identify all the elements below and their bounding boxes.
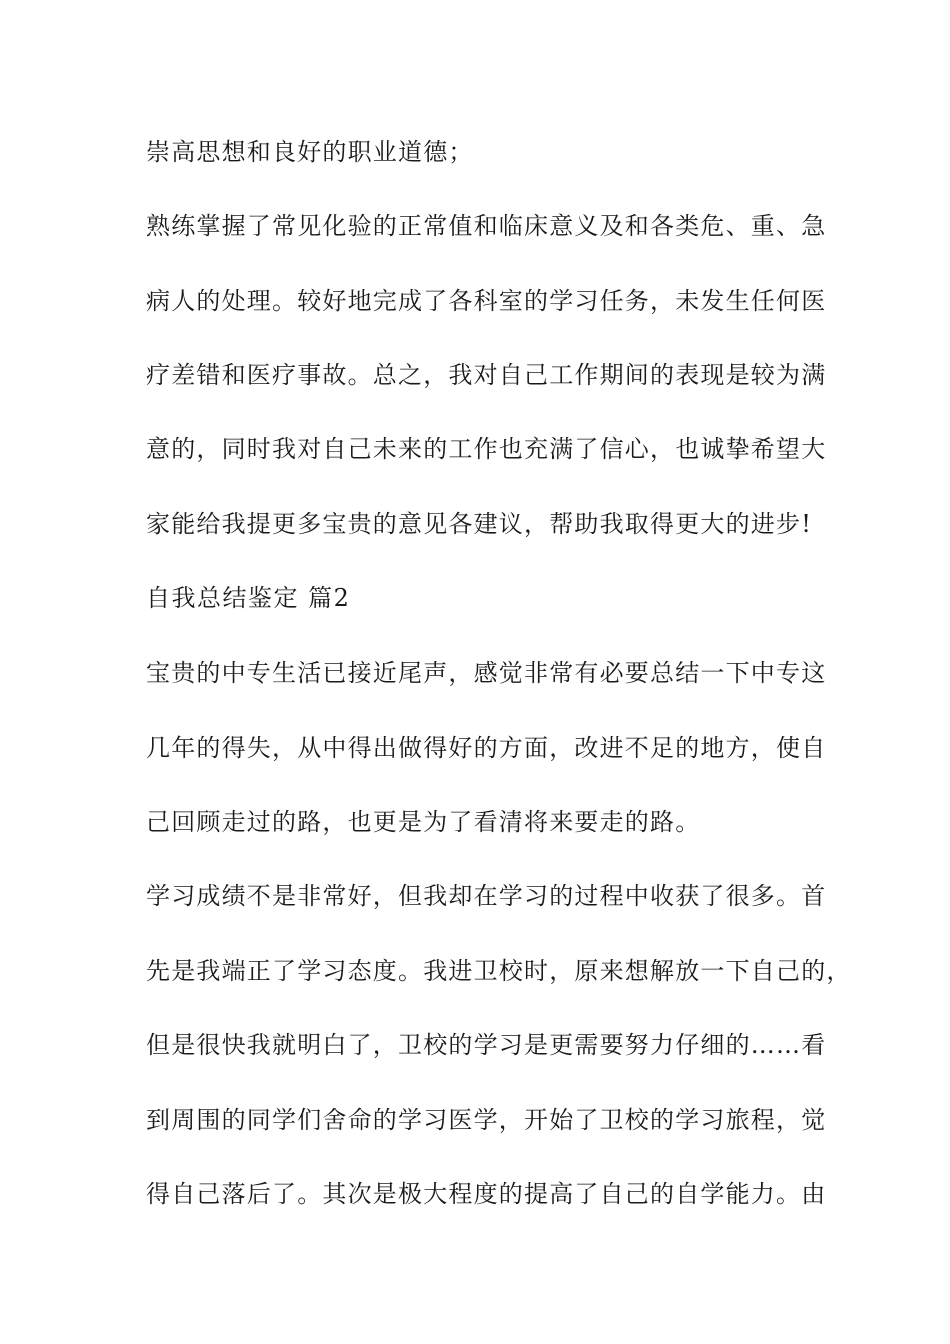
- paragraph-line: 疗差错和医疗事故。总之，我对自己工作期间的表现是较为满: [146, 361, 827, 389]
- paragraph-line: 得自己落后了。其次是极大程度的提高了自己的自学能力。由: [146, 1180, 827, 1208]
- paragraph-line: 但是很快我就明白了，卫校的学习是更需要努力仔细的……看: [146, 1031, 827, 1059]
- paragraph-line: 己回顾走过的路，也更是为了看清将来要走的路。: [146, 808, 701, 836]
- paragraph-line: 先是我端正了学习态度。我进卫校时，原来想解放一下自己的，: [146, 957, 852, 985]
- paragraph-line: 宝贵的中专生活已接近尾声，感觉非常有必要总结一下中专这: [146, 659, 827, 687]
- paragraph-line: 熟练掌握了常见化验的正常值和临床意义及和各类危、重、急: [146, 212, 827, 240]
- paragraph-line: 几年的得失，从中得出做得好的方面，改进不足的地方，使自: [146, 734, 827, 762]
- paragraph-line: 学习成绩不是非常好，但我却在学习的过程中收获了很多。首: [146, 882, 827, 910]
- paragraph-line: 病人的处理。较好地完成了各科室的学习任务，未发生任何医: [146, 287, 827, 315]
- paragraph-line: 意的，同时我对自己未来的工作也充满了信心，也诚挚希望大: [146, 435, 827, 463]
- paragraph-line: 到周围的同学们舍命的学习医学，开始了卫校的学习旅程，觉: [146, 1106, 827, 1134]
- paragraph-line: 家能给我提更多宝贵的意见各建议，帮助我取得更大的进步!: [146, 510, 813, 538]
- section-heading: 自我总结鉴定 篇2: [146, 584, 351, 612]
- paragraph-line: 崇高思想和良好的职业道德；: [146, 138, 474, 166]
